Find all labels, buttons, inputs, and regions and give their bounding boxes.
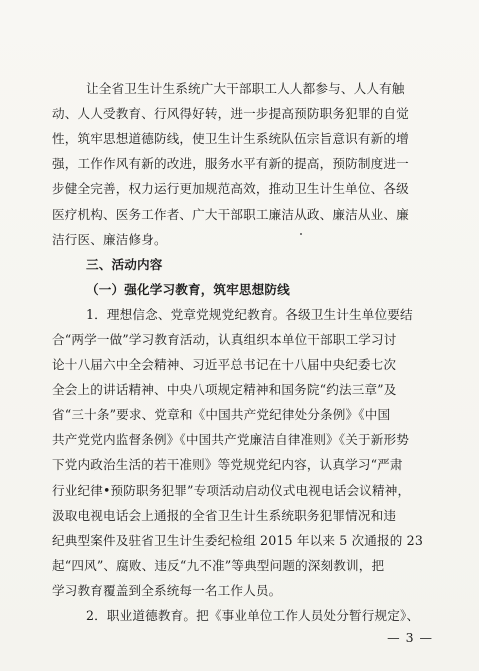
text-line: 学习教育覆盖到全系统每一名工作人员。 — [52, 582, 282, 598]
subsection-heading: （一）强化学习教育，筑牢思想防线 — [86, 281, 290, 297]
text-line: 纪典型案件及驻省卫生计生委纪检组 2015 年以来 5 次通报的 23 — [52, 532, 424, 548]
text-line: 强，工作作风有新的改进，服务水平有新的提高，预防制度进一 — [52, 156, 409, 172]
text-line: 动、人人受教育、行风得好转，进一步提高预防职务犯罪的自觉 — [52, 106, 409, 122]
text-line: 1．理想信念、党章党规党纪教育。各级卫生计生单位要结 — [86, 306, 413, 322]
text-line: 合“两学一做”学习教育活动，认真组织本单位干部职工学习讨 — [52, 332, 397, 347]
text-line: 汲取电视电话会上通报的全省卫生计生系统职务犯罪情况和违 — [52, 507, 397, 523]
text-line: 全会上的讲话精神、中央八项规定精神和国务院“约法三章”及 — [52, 382, 397, 398]
page-number: — 3 — — [387, 630, 433, 645]
section-heading: 三、活动内容 — [86, 256, 163, 272]
text-line: 共产党党内监督条例》《中国共产党廉洁自律准则》《关于新形势 — [52, 432, 409, 448]
text-line: 洁行医、廉洁修身。 — [52, 231, 167, 247]
text-line: 让全省卫生计生系统广大干部职工人人都参与、人人有触 — [86, 81, 405, 96]
text-line: 性，筑牢思想道德防线，使卫生计生系统队伍宗旨意识有新的增 — [52, 131, 409, 147]
text-line: 行业纪律•预防职务犯罪”专项活动启动仪式电视电话会议精神， — [52, 482, 411, 498]
text-line: 2．职业道德教育。把《事业单位工作人员处分暂行规定》、 — [86, 608, 420, 623]
text-line: 步健全完善，权力运行更加规范高效，推动卫生计生单位、各级 — [52, 181, 409, 197]
scan-speck — [300, 233, 302, 235]
text-line: 起“四风”、腐败、违反“九不准”等典型问题的深刻教训，把 — [52, 557, 385, 573]
text-line: 论十八届六中全会精神、习近平总书记在十八届中央纪委七次 — [52, 357, 397, 372]
text-line: 省“三十条”要求、党章和《中国共产党纪律处分条例》《中国 — [52, 407, 391, 423]
text-line: 医疗机构、医务工作者、广大干部职工廉洁从政、廉洁从业、廉 — [52, 206, 409, 222]
text-line: 下党内政治生活的若干准则》等党规党纪内容，认真学习“严肃 — [52, 457, 403, 473]
